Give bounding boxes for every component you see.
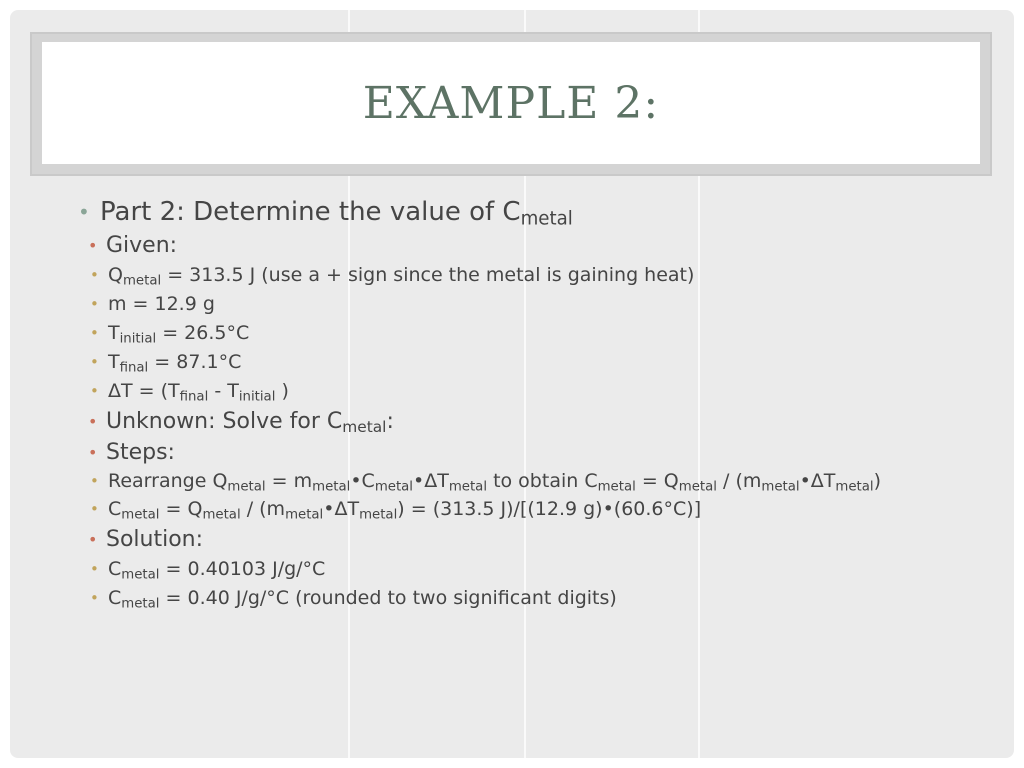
given-delta-t <box>72 377 972 406</box>
bullet-marker: • <box>90 324 99 342</box>
slide-title: EXAMPLE 2: <box>362 77 660 129</box>
bullet-given <box>72 230 972 261</box>
unknown-text: Unknown: Solve for C <box>106 409 343 434</box>
bullet-solution <box>72 524 972 555</box>
given-ti-value: = 26.5°C <box>156 322 250 344</box>
unknown-colon: : <box>386 409 394 434</box>
solution-exact-subscript: metal <box>121 567 160 583</box>
solution-exact-symbol: C <box>108 558 122 580</box>
given-dt-subscript-1: final <box>179 389 209 405</box>
given-dt-text-2: - T <box>208 380 239 402</box>
calc-text: / (m <box>240 498 286 520</box>
rearrange-subscript: metal <box>227 479 266 495</box>
step-calculate <box>72 495 972 524</box>
bullet-marker: • <box>90 589 99 607</box>
title-box <box>42 42 980 164</box>
given-t-final <box>72 348 972 377</box>
rearrange-text: ) <box>873 470 882 492</box>
given-dt-text-1: ΔT = (T <box>108 380 180 402</box>
solution-rounded-value: = 0.40 J/g/°C (rounded to two significant digits) <box>159 587 617 609</box>
bullet-list <box>72 194 972 613</box>
calc-text: •ΔT <box>323 498 360 520</box>
calc-subscript: metal <box>285 507 324 523</box>
given-mass <box>72 290 972 319</box>
bullet-marker: • <box>90 382 99 400</box>
solution-rounded <box>72 584 972 613</box>
given-q-metal <box>72 261 972 290</box>
solution-rounded-symbol: C <box>108 587 122 609</box>
part-subscript: metal <box>520 208 573 230</box>
given-q-subscript: metal <box>122 273 162 289</box>
given-q-value: = 313.5 J (use a + sign since the metal is gaining heat) <box>161 264 695 286</box>
rearrange-subscript: metal <box>374 479 414 495</box>
slide-content <box>72 194 972 613</box>
solution-exact-value: = 0.40103 J/g/°C <box>159 558 326 580</box>
rearrange-text: / (m <box>716 470 762 492</box>
bullet-marker: • <box>88 236 98 255</box>
given-q-symbol: Q <box>108 264 123 286</box>
rearrange-text: = Q <box>635 470 679 492</box>
rearrange-subscript: metal <box>761 479 800 495</box>
given-tf-symbol: T <box>108 351 120 373</box>
calc-subscript: metal <box>359 507 398 523</box>
bullet-marker: • <box>90 295 99 313</box>
solution-exact <box>72 555 972 584</box>
rearrange-text: •ΔT <box>413 470 449 492</box>
bullet-marker: • <box>90 353 99 371</box>
unknown-subscript: metal <box>342 417 387 436</box>
title-frame <box>30 32 992 176</box>
calc-text: ) = (313.5 J)/[(12.9 g)•(60.6°C)] <box>397 498 702 520</box>
step-rearrange <box>72 468 972 495</box>
bullet-part-2 <box>72 194 972 230</box>
given-dt-subscript-2: initial <box>238 389 276 405</box>
rearrange-subscript: metal <box>835 479 874 495</box>
rearrange-subscript: metal <box>312 479 351 495</box>
given-ti-subscript: initial <box>119 331 157 347</box>
bullet-marker: • <box>90 560 99 578</box>
given-ti-symbol: T <box>108 322 120 344</box>
given-mass-value: m = 12.9 g <box>108 293 215 315</box>
rearrange-subscript: metal <box>597 479 636 495</box>
bullet-unknown <box>72 406 972 437</box>
solution-label: Solution: <box>106 527 204 552</box>
given-tf-subscript: final <box>119 360 149 376</box>
rearrange-text: •C <box>350 470 375 492</box>
given-t-initial <box>72 319 972 348</box>
bullet-marker: • <box>88 412 98 431</box>
rearrange-text: •ΔT <box>799 470 836 492</box>
bullet-marker: • <box>90 500 99 518</box>
rearrange-subscript: metal <box>448 479 488 495</box>
bullet-marker: • <box>90 472 99 490</box>
rearrange-text: = m <box>265 470 313 492</box>
slide <box>10 10 1014 758</box>
rearrange-text: to obtain C <box>487 470 598 492</box>
calc-text: C <box>108 498 122 520</box>
given-tf-value: = 87.1°C <box>148 351 242 373</box>
rearrange-subscript: metal <box>678 479 717 495</box>
bullet-marker: • <box>88 443 98 462</box>
part-text: Part 2: Determine the value of C <box>100 197 521 227</box>
given-label: Given: <box>106 233 178 258</box>
bullet-marker: • <box>78 200 90 224</box>
calc-subscript: metal <box>202 507 241 523</box>
bullet-marker: • <box>88 530 98 549</box>
given-dt-text-3: ) <box>275 380 289 402</box>
solution-rounded-subscript: metal <box>121 596 160 612</box>
calc-subscript: metal <box>121 507 160 523</box>
steps-label: Steps: <box>106 440 175 465</box>
calc-text: = Q <box>159 498 203 520</box>
bullet-marker: • <box>90 266 99 284</box>
rearrange-text: Rearrange Q <box>108 470 228 492</box>
bullet-steps <box>72 437 972 468</box>
